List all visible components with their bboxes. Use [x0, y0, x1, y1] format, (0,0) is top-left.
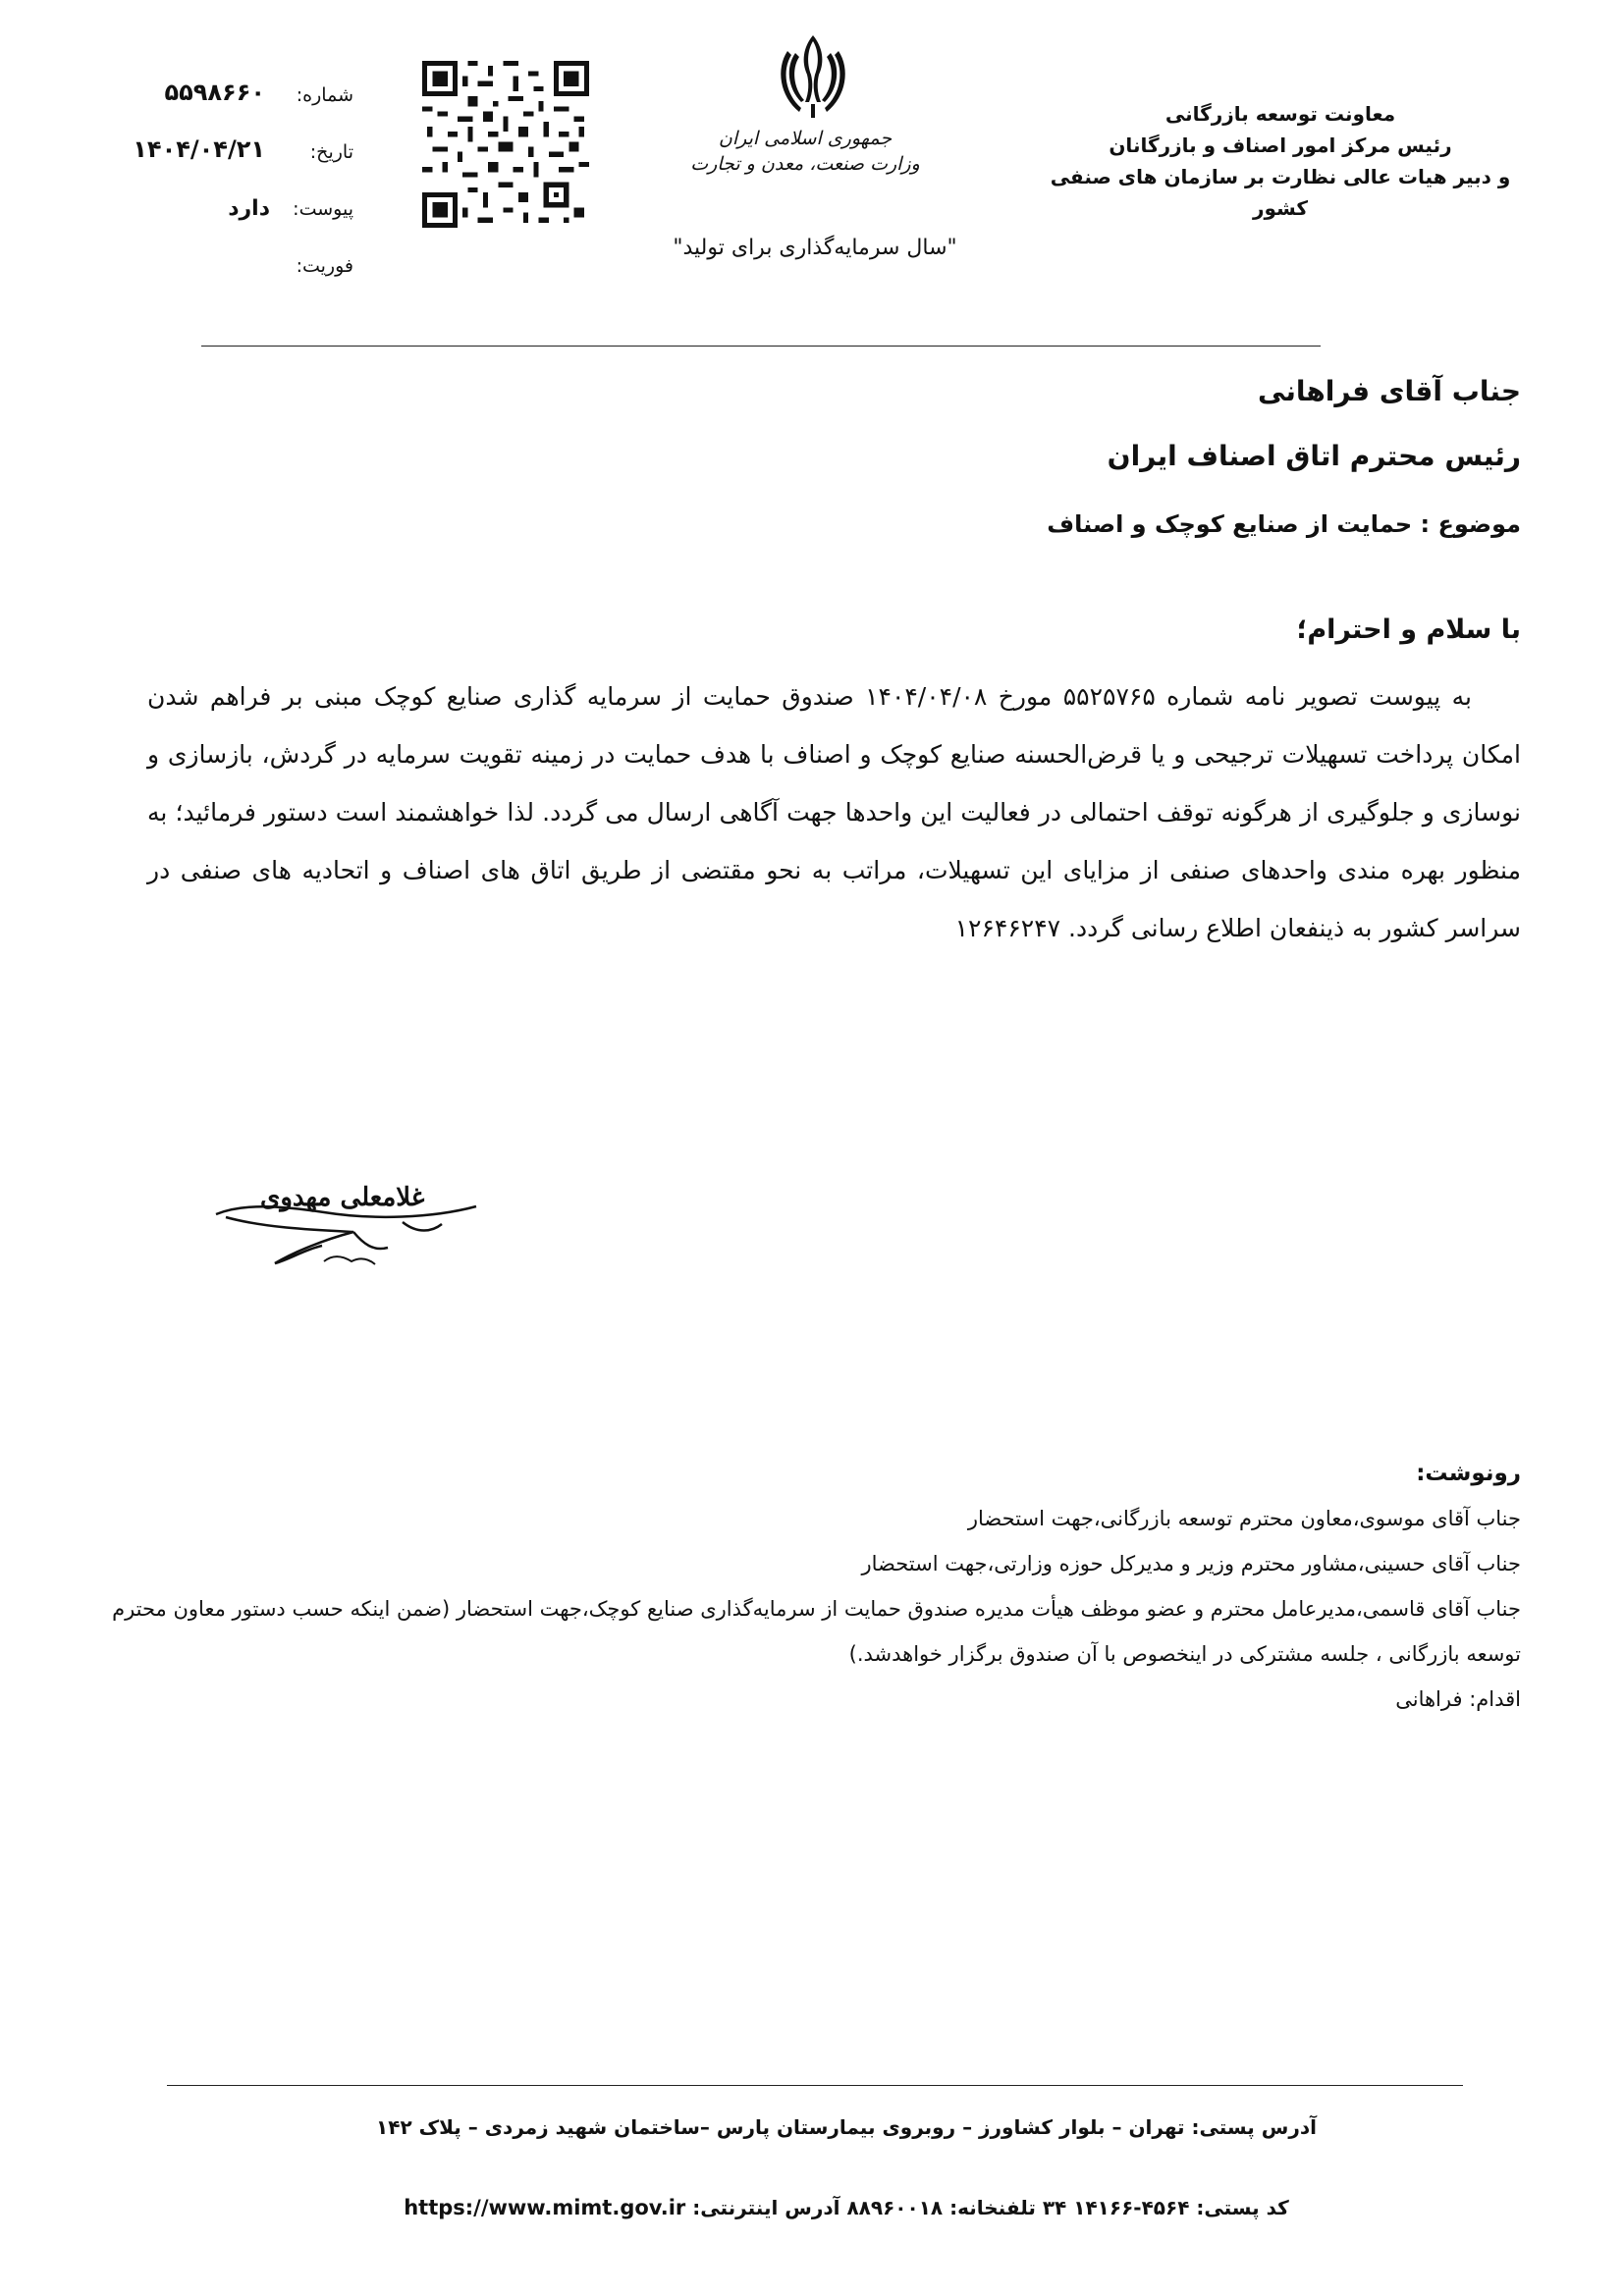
letter-meta: [128, 79, 353, 306]
iran-emblem-icon: [774, 27, 852, 126]
letter-attachment-value: دارد: [228, 196, 270, 221]
letter-urgency-row: [128, 249, 353, 306]
signature-scribble: [206, 1163, 501, 1281]
letter-attachment-row: [128, 192, 353, 249]
footer-address: آدرس پستی: تهران – بلوار کشاورز – روبروی بیمارستان پارس –ساختمان شهید زمردی – پلاک ۱۴۲: [376, 2115, 1317, 2139]
cc-line: جناب آقای حسینی،مشاور محترم وزیر و مدیرکل حوزه وزارتی،جهت استحضار: [861, 1552, 1521, 1575]
sender-line: رئیس مرکز امور اصناف و بازرگانان: [1109, 133, 1452, 157]
ministry-logotype: [677, 126, 933, 177]
website-link[interactable]: https://www.mimt.gov.ir: [404, 2196, 686, 2219]
footer-divider: [167, 2085, 1463, 2086]
letter-urgency-label: فوریت:: [296, 255, 353, 277]
letter-number-label: شماره:: [296, 84, 353, 106]
letter-date-value: ۱۴۰۴/۰۴/۲۱: [133, 135, 265, 163]
letter-body: [147, 667, 1521, 957]
letter-number-row: [128, 79, 353, 135]
ministry-line: وزارت صنعت، معدن و تجارت: [690, 153, 920, 175]
body-paragraph: به پیوست تصویر نامه شماره ۵۵۲۵۷۶۵ مورخ ۱۴۰۴/۰۴/۰۸ صندوق حمایت از سرمایه گذاری صنایع کوچک مبنی بر فراهم شدن امکان پرداخت تسهیلات ترجیحی و یا قرض‌الحسنه صنایع کوچک و اصناف با هدف حمایت در زمینه تقویت سرمایه در گردش، بازسازی و نوسازی و جلوگیری از هرگونه توقف احتمالی در فعالیت این واحدها جهت آگاهی ارسال می گردد. لذا خواهشمند است دستور فرمائید؛ به منظور بهره مندی واحدهای صنفی از مزایای این تسهیلات، مراتب به نحو مقتضی از طریق اتاق های اصناف و اتحادیه های صنفی در سراسر کشور به ذینفعان اطلاع رسانی گردد. ۱۲۶۴۶۲۴۷: [147, 682, 1521, 942]
ministry-line: جمهوری اسلامی ایران: [718, 128, 893, 149]
footer-contact: [196, 2196, 1496, 2219]
letter-number-value: ۵۵۹۸۶۶۰: [164, 79, 265, 106]
signatory-name: غلامعلی مهدوی: [260, 1183, 425, 1212]
year-slogan: "سال سرمایه‌گذاری برای تولید": [673, 236, 957, 260]
letter-date-row: [128, 135, 353, 192]
addressee-name: جناب آقای فراهانی: [1258, 375, 1521, 407]
sender-line: معاونت توسعه بازرگانی: [1164, 102, 1396, 126]
letter-subject: موضوع : حمایت از صنایع کوچک و اصناف: [1047, 510, 1521, 538]
sender-title-block: [1025, 98, 1536, 224]
letter-attachment-label: پیوست:: [293, 198, 353, 220]
cc-line: جناب آقای موسوی،معاون محترم توسعه بازرگانی،جهت استحضار: [967, 1507, 1521, 1530]
cc-line: جناب آقای قاسمی،مدیرعامل محترم و عضو موظف هیأت مدیره صندوق حمایت از سرمایه‌گذاری صنایع کوچک،جهت استحضار (ضمن اینکه حسب دستور معاون محترم توسعه بازرگانی ، جلسه مشترکی در اینخصوص با آن صندوق برگزار خواهدشد.): [112, 1597, 1521, 1666]
greeting: با سلام و احترام؛: [1296, 614, 1521, 645]
sender-line: و دبیر هیات عالی نظارت بر سازمان های صنفی کشور: [1050, 165, 1511, 220]
footer-contact-text: کد پستی: ۴۵۶۴-۱۴۱۶۶ ۳۴ تلفنخانه: ۸۸۹۶۰۰۱۸ آدرس اینترنتی:: [692, 2196, 1289, 2219]
addressee-title: رئیس محترم اتاق اصناف ایران: [1107, 440, 1521, 472]
cc-title: رونوشت:: [1416, 1461, 1521, 1486]
cc-block: [108, 1451, 1521, 1722]
cc-line: اقدام: فراهانی: [1395, 1687, 1521, 1711]
letter-date-label: تاریخ:: [309, 141, 353, 163]
header-divider: [201, 346, 1321, 347]
qr-code-icon: [422, 61, 589, 228]
